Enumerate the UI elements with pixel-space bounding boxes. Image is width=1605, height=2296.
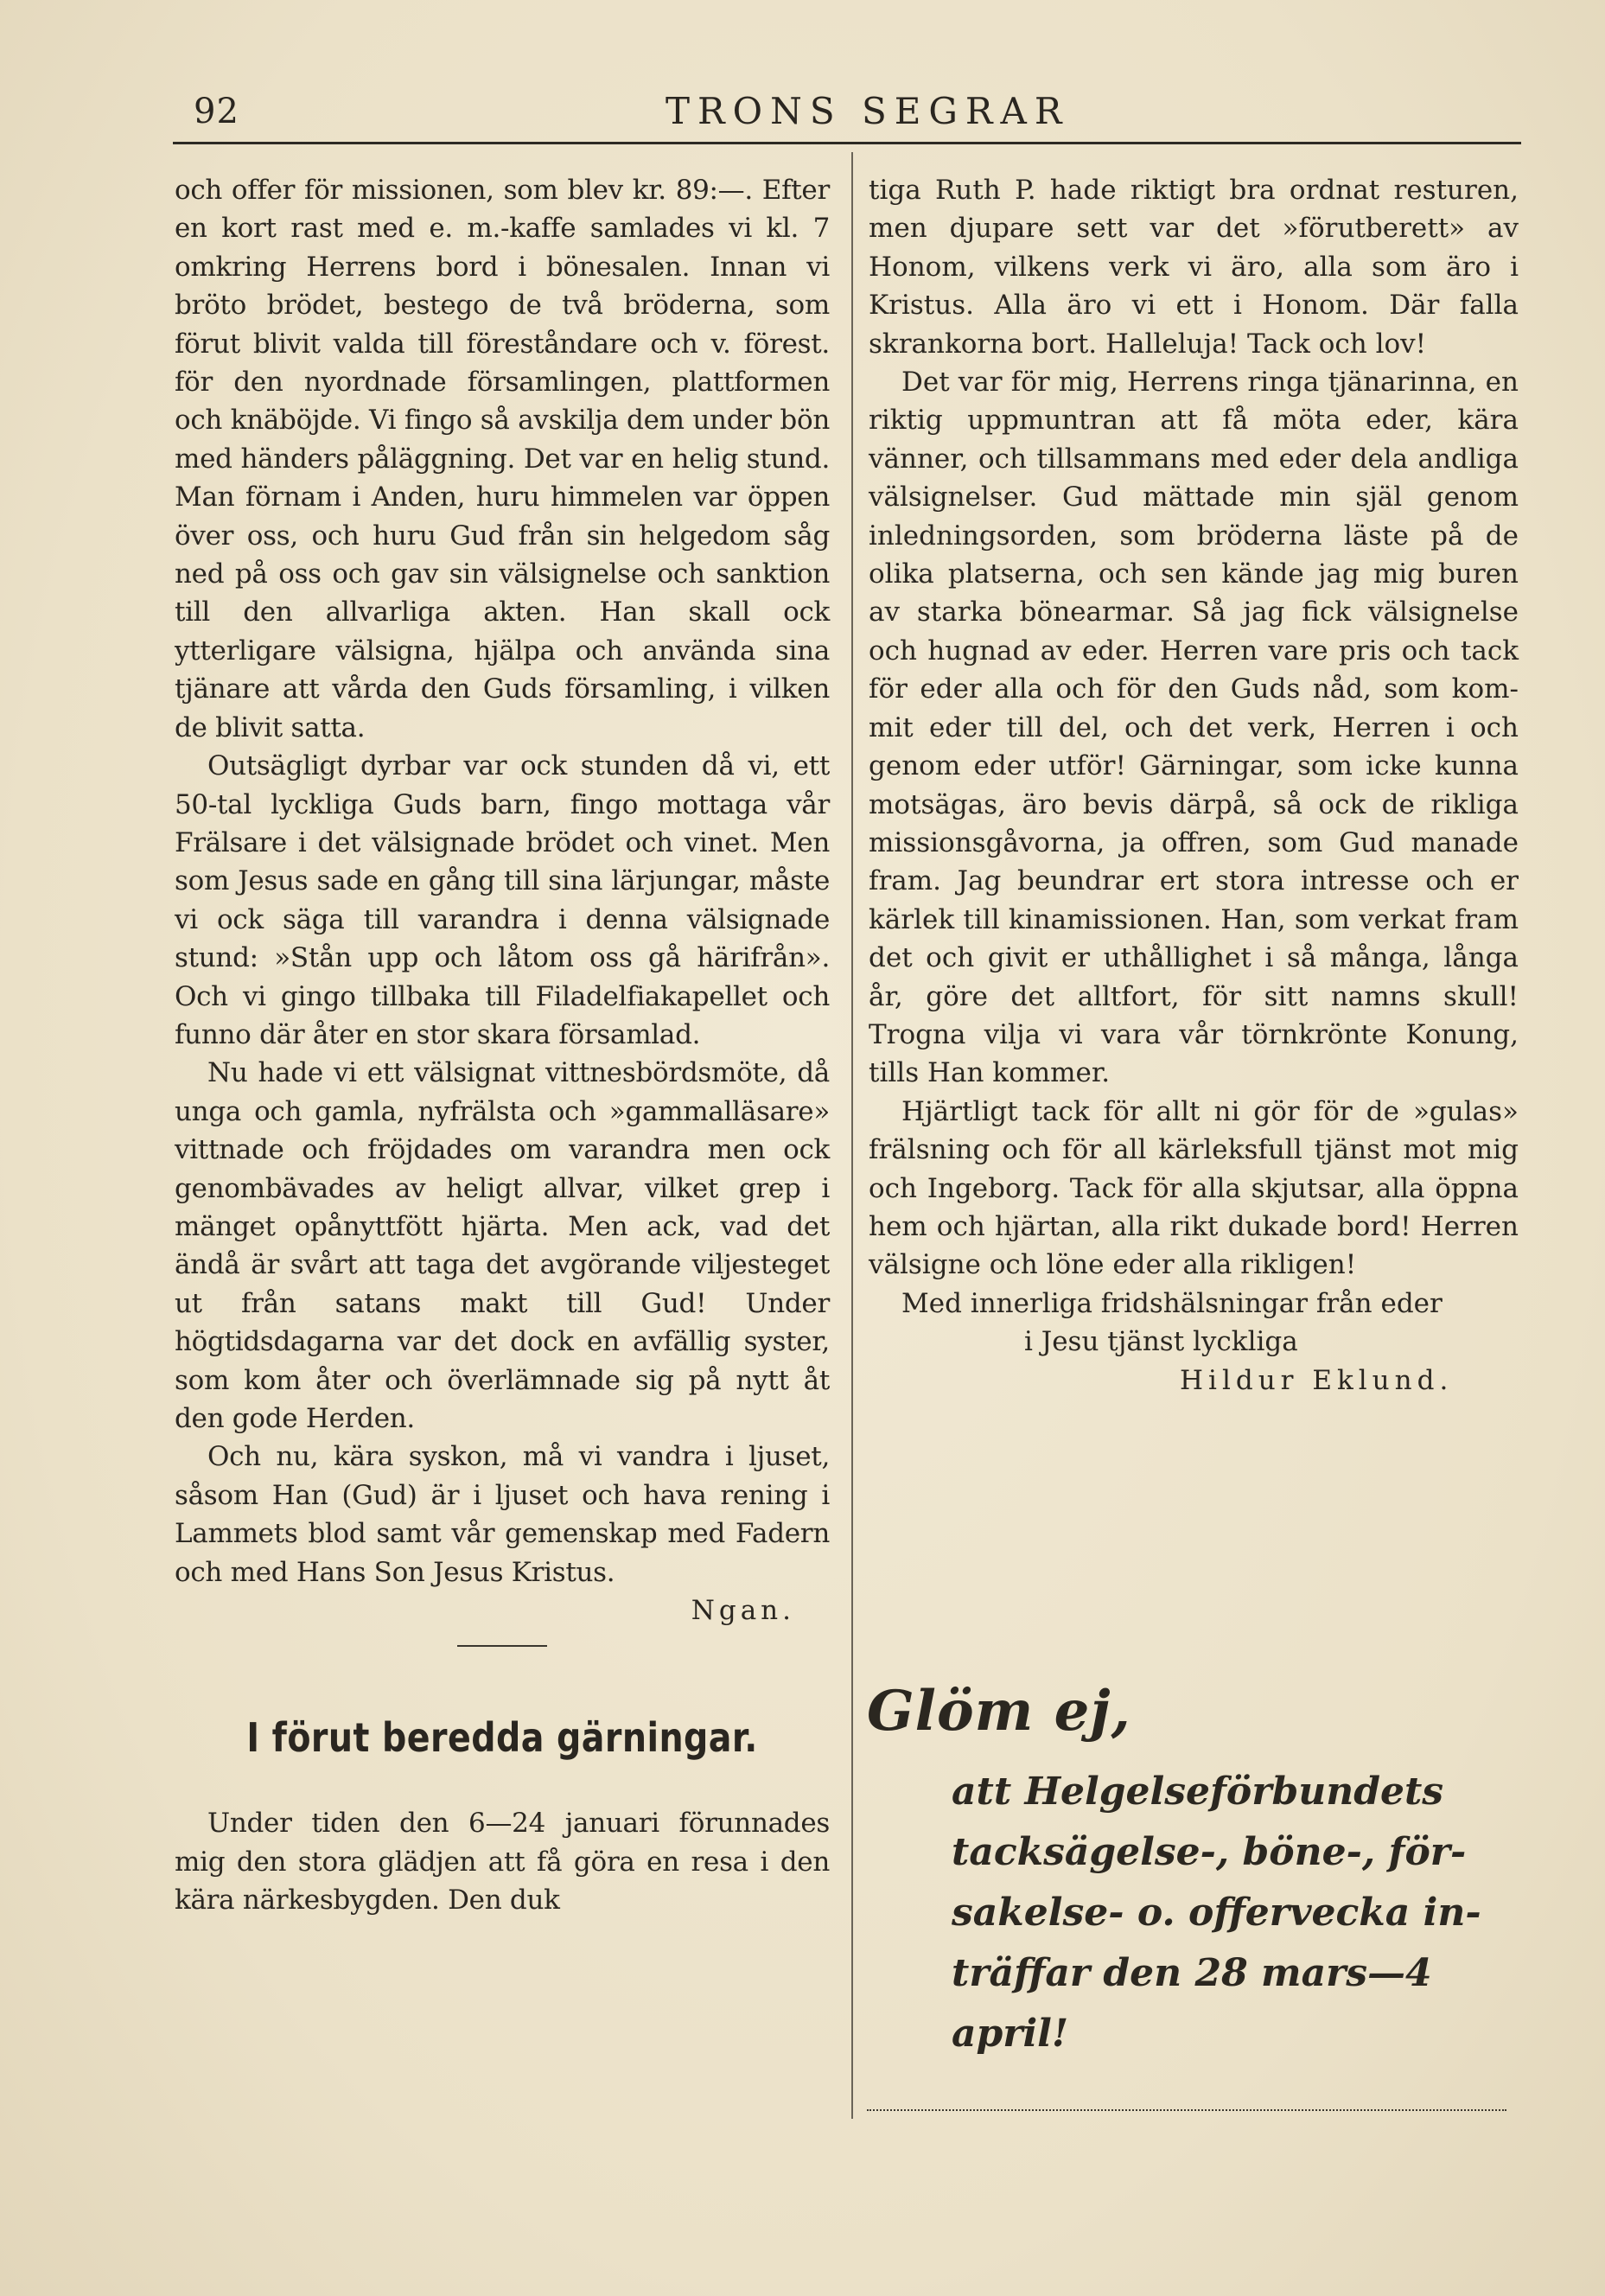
notice-title: Glöm ej, [867,1679,1131,1744]
paragraph: Och nu, kära syskon, må vi vandra i ljuset, såsom Han (Gud) är i ljuset och hava rening i Lammets blod samt vår gemenskap med Fadern och med Hans Son Jesus Kristus. [175,1441,830,1588]
paragraph: Outsägligt dyrbar var ock stunden då vi, ett 50-tal lyckliga Guds barn, fingo mottaga vår Frälsare i det välsignade brödet och vinet. Men som Jesus sade en gång till sina lärjungar, måste vi ock säga till varandra i denna välsignade stund: »Stån upp och låtom oss gå härifrån». Och vi gingo tillbaka till Filadelfiakapellet och funno där åter en stor skara församlad. [175,750,830,1050]
notice-body: att Helgelseförbundets tacksägelse-, böne-, försakelse- o. offervecka inträffar den 28 mars—4 april! [952,1770,1481,2056]
page-number: 92 [194,92,239,131]
article-end-rule [457,1645,547,1647]
column-divider [851,152,853,2119]
right-column [869,171,1519,1400]
left-column [175,171,830,1920]
paragraph: Hjärtligt tack för allt ni gör för de »gulas» frälsning och för all kärleksfull tjänst mot mig och Ingeborg. Tack för alla skjutsar, alla öppna hem och hjärtan, alla rikt dukade bord! Herren välsigne och löne eder alla rikligen! [869,1095,1519,1281]
section-heading: I förut beredda gärningar. [246,1714,758,1762]
page-header [173,86,1521,137]
header-rule [173,142,1521,144]
signoff-line: i Jesu tjänst lyckliga [1024,1326,1298,1358]
paragraph: tiga Ruth P. hade riktigt bra ordnat resturen, men djupare sett var det »förutberett» av Honom, vilkens verk vi äro, alla som äro i Kristus. Alla äro vi ett i Honom. Där falla skrankorna bort. Halleluja! Tack och lov! [869,175,1519,360]
signoff-greeting: Med innerliga fridshälsningar från eder [901,1287,1443,1319]
running-title: TRONS SEGRAR [666,90,1070,132]
article-signature: Ngan. [691,1595,795,1627]
notice-dotted-rule [867,2109,1506,2111]
paragraph: och offer för missionen, som blev kr. 89:—. Efter en kort rast med e. m.-kaffe samlades vi kl. 7 omkring Herrens bord i bönesalen. Innan vi bröto brödet, bestego de två bröderna, som förut blivit valda till föreståndare och v. förest. för den nyordnade församlingen, plattformen och knäböjde. Vi fingo så avskilja dem under bön med händers påläggning. Det var en helig stund. Man förnam i Anden, huru himmelen var öppen över oss, och huru Gud från sin helgedom såg ned på oss och gav sin välsignelse och sanktion till den allvarliga akten. Han skall ock ytterligare välsigna, hjälpa och använda sina tjänare att vårda den Guds församling, i vilken de blivit satta. [175,175,830,743]
paragraph: Under tiden den 6—24 januari förunnades mig den stora glädjen att få göra en resa i den kära närkesbygden. Den duk [175,1808,830,1917]
paragraph: Det var för mig, Herrens ringa tjänarinna, en riktig uppmuntran att få möta eder, kära vänner, och tillsammans med eder dela andliga välsignelser. Gud mättade min själ genom inledningsorden, som bröderna läste på de olika platserna, och sen kände jag mig buren av starka bönearmar. Så jag fick välsignelse och hugnad av eder. Herren vare pris och tack för eder alla och för den Guds nåd, som kommit eder till del, och det verk, Herren i och genom eder utför! Gärningar, som icke kunna motsägas, äro bevis därpå, så ock de rikliga missionsgåvorna, ja offren, som Gud manade fram. Jag beundrar ert stora intresse och er kärlek till kinamissionen. Han, som verkat fram det och givit er uthållighet i så många, långa år, göre det alltfort, för sitt namns skull! Trogna vilja vi vara vår törnkrönte Konung, tills Han kommer. [869,367,1519,1089]
paragraph: Nu hade vi ett välsignat vittnesbördsmöte, då unga och gamla, nyfrälsta och »gammalläsare» vittnade och fröjdades om varandra men ock genombävades av heligt allvar, vilket grep i mänget opånyttfött hjärta. Men ack, vad det ändå är svårt att taga det avgörande viljesteget ut från satans makt till Gud! Under högtidsdagarna var det dock en avfällig syster, som kom åter och överlämnade sig på nytt åt den gode Herden. [175,1057,830,1434]
notice-box [867,1677,1524,2092]
signoff-name: Hildur Eklund. [1180,1364,1454,1396]
